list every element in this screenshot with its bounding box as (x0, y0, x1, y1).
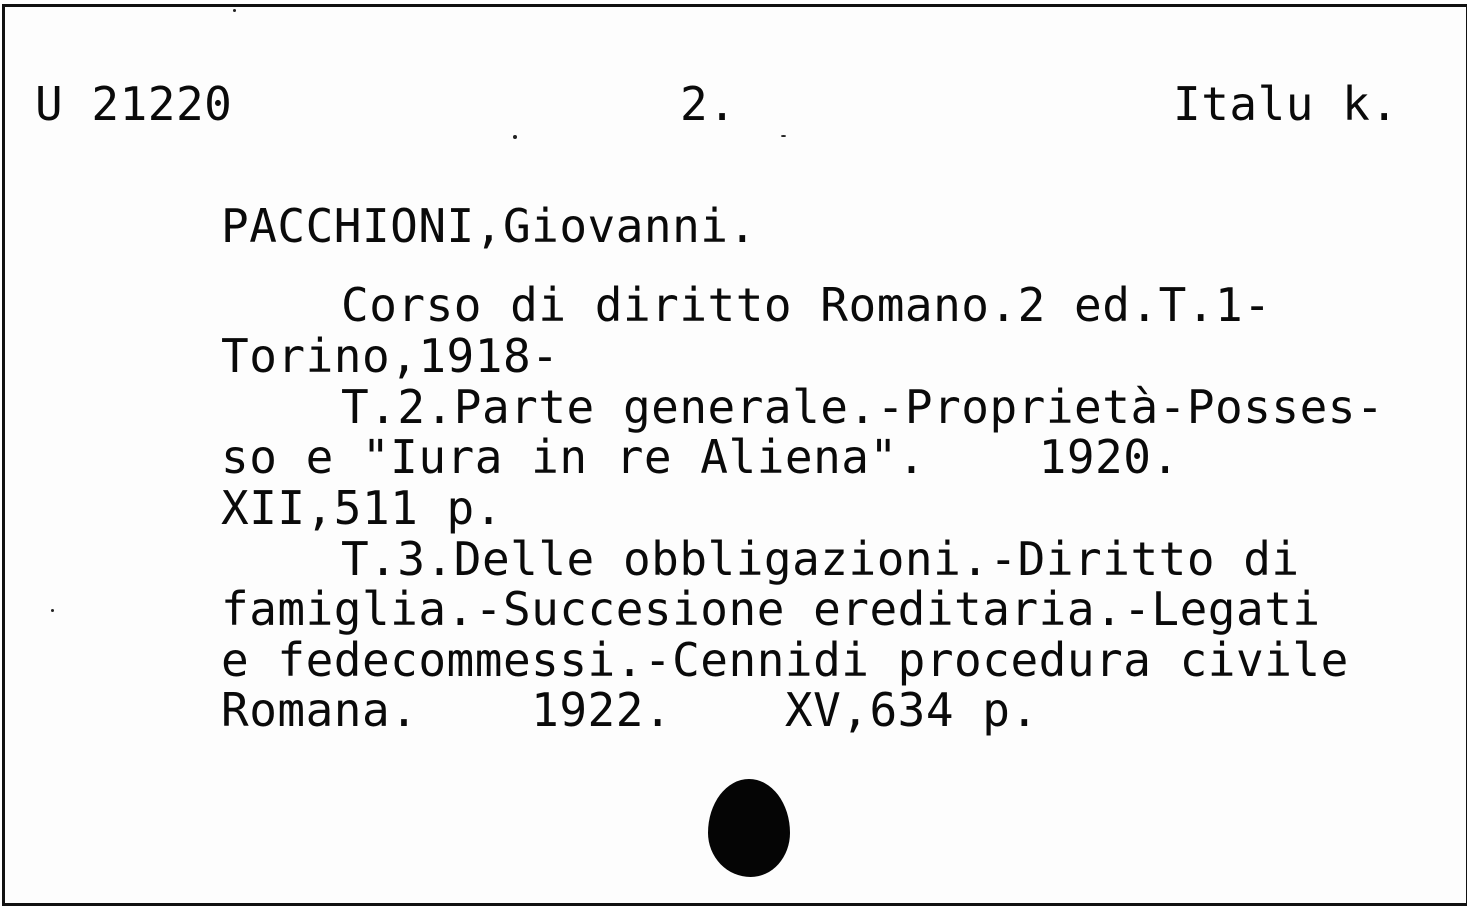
author-heading: PACCHIONI,Giovanni. (221, 199, 757, 253)
text-line: Torino,1918- (221, 329, 560, 383)
text-line: Corso di diritto Romano.2 ed.T.1- (341, 278, 1272, 332)
text-line: e fedecommessi.-Cennidi procedura civile (221, 633, 1349, 687)
punch-hole (708, 779, 790, 877)
text-line: Romana. 1922. XV,634 p. (221, 683, 1039, 737)
location-code: Italu k. (1173, 77, 1399, 131)
ink-speck (781, 135, 786, 137)
ink-speck (233, 9, 236, 12)
text-line: famiglia.-Succesione ereditaria.-Legati (221, 582, 1321, 636)
ink-speck (51, 609, 54, 612)
text-line: so e "Iura in re Aliena". 1920. (221, 430, 1180, 484)
call-number: U 21220 (35, 77, 233, 131)
text-line: T.3.Delle obbligazioni.-Diritto di (341, 532, 1300, 586)
text-line: XII,511 p. (221, 481, 503, 535)
ink-speck (513, 135, 517, 139)
text-line: T.2.Parte generale.-Proprietà-Posses- (341, 380, 1385, 434)
catalog-card (2, 4, 1467, 906)
card-number: 2. (680, 77, 737, 131)
